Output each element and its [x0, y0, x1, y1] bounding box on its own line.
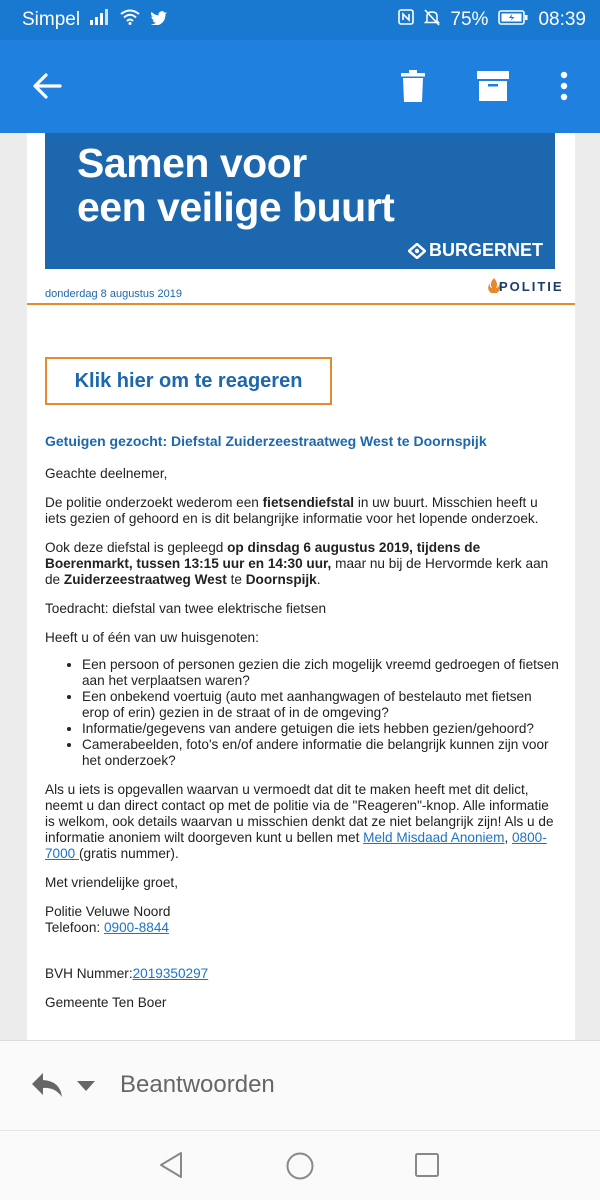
archive-icon[interactable] — [471, 64, 515, 108]
email-body — [27, 133, 575, 1040]
wifi-icon — [120, 9, 140, 31]
email-text — [45, 466, 560, 1024]
bvh-number: BVH Nummer:2019350297 — [45, 966, 209, 981]
header-banner — [45, 133, 555, 269]
banner-title: Samen voor een veilige buurt — [77, 140, 395, 230]
paragraph-2: Ook deze diefstal is gepleegd op dinsdag 6 augustus 2019, tijdens de Boerenmarkt, tussen 13:15 uur en 14:30 uur, maar nu bij de Hervormde kerk aan de Zuiderzeestraatweg West te Doornspijk. — [45, 540, 549, 587]
toedracht: Toedracht: diefstal van twee elektrische fietsen — [45, 601, 327, 616]
clock: 08:39 — [538, 9, 586, 30]
twitter-icon — [150, 9, 168, 31]
nav-recents-icon[interactable] — [414, 1152, 440, 1183]
politie-logo: POLITIE — [487, 278, 564, 294]
back-arrow-icon[interactable] — [25, 64, 69, 108]
burgernet-icon — [408, 243, 426, 259]
chevron-down-icon[interactable] — [77, 1078, 95, 1096]
more-vert-icon[interactable] — [542, 64, 586, 108]
respond-button[interactable]: Klik hier om te reageren — [45, 357, 332, 405]
list-item: • Een onbekend voertuig (auto met aanhangwagen of bestelauto met fietsen erop of erin) gezien in de straat of in de omgeving? — [82, 689, 560, 721]
list-item: • Informatie/gegevens van andere getuigen die iets hebben gezien/gehoord? — [82, 721, 560, 737]
nav-home-icon[interactable] — [285, 1151, 315, 1186]
phone-0800-link[interactable]: 0800-7000 — [45, 830, 547, 861]
burgernet-logo: BURGERNET — [408, 240, 543, 261]
reply-icon[interactable] — [30, 1071, 64, 1104]
mute-icon — [424, 9, 440, 32]
email-date: donderdag 8 augustus 2019 — [45, 288, 183, 300]
reply-button[interactable]: Beantwoorden — [120, 1071, 275, 1098]
reply-bar — [0, 1040, 600, 1130]
signal-icon — [90, 9, 110, 31]
battery-level: 75% — [450, 9, 489, 30]
bvh-link[interactable]: 2019350297 — [132, 966, 209, 981]
signature: Politie Veluwe Noord Telefoon: 0900-8844 — [45, 904, 171, 935]
paragraph-3: Als u iets is opgevallen waarvan u vermoedt dat dit te maken heeft met dit delict, neemt u dan direct contact op met de politie via de "Reageren"-knop. Alle informatie is welkom, ook details waarvan u misschien denkt dat ze niet belangrijk zijn! Als u de informatie anoniem wilt doorgeven kunt u bellen met Meld Misdaad Anoniem, 0800-7000 (gratis nummer). — [45, 782, 554, 861]
question: Heeft u of één van uw huisgenoten: — [45, 630, 259, 645]
phone-link[interactable]: 0900-8844 — [103, 920, 169, 935]
meld-misdaad-link[interactable]: Meld Misdaad Anoniem — [363, 830, 505, 845]
nfc-icon — [398, 9, 414, 31]
carrier-name: Simpel — [22, 9, 81, 30]
paragraph-1: De politie onderzoekt wederom een fietsendiefstal in uw buurt. Misschien heeft u iets gezien of gehoord en is dit belangrijke informatie voor het lopende onderzoek. — [45, 495, 539, 526]
system-nav-bar — [0, 1130, 600, 1200]
question-list — [82, 657, 560, 769]
greeting: Geachte deelnemer, — [45, 466, 168, 481]
status-bar — [0, 0, 600, 40]
app-bar — [0, 40, 600, 133]
email-subject: Getuigen gezocht: Diefstal Zuiderzeestraatweg West te Doornspijk — [45, 433, 487, 449]
sender: Politie Veluwe Noord — [45, 904, 171, 919]
nav-back-icon[interactable] — [158, 1151, 184, 1184]
email-content[interactable] — [0, 133, 600, 1040]
battery-icon — [498, 9, 528, 31]
delete-icon[interactable] — [391, 64, 435, 108]
orange-divider — [27, 303, 575, 305]
gemeente: Gemeente Ten Boer — [45, 995, 167, 1010]
list-item: • Camerabeelden, foto's en/of andere informatie die belangrijk kunnen zijn voor het onderzoek? — [82, 737, 560, 769]
closing: Met vriendelijke groet, — [45, 875, 178, 890]
list-item: • Een persoon of personen gezien die zich mogelijk vreemd gedroegen of fietsen aan het verplaatsen waren? — [82, 657, 560, 689]
